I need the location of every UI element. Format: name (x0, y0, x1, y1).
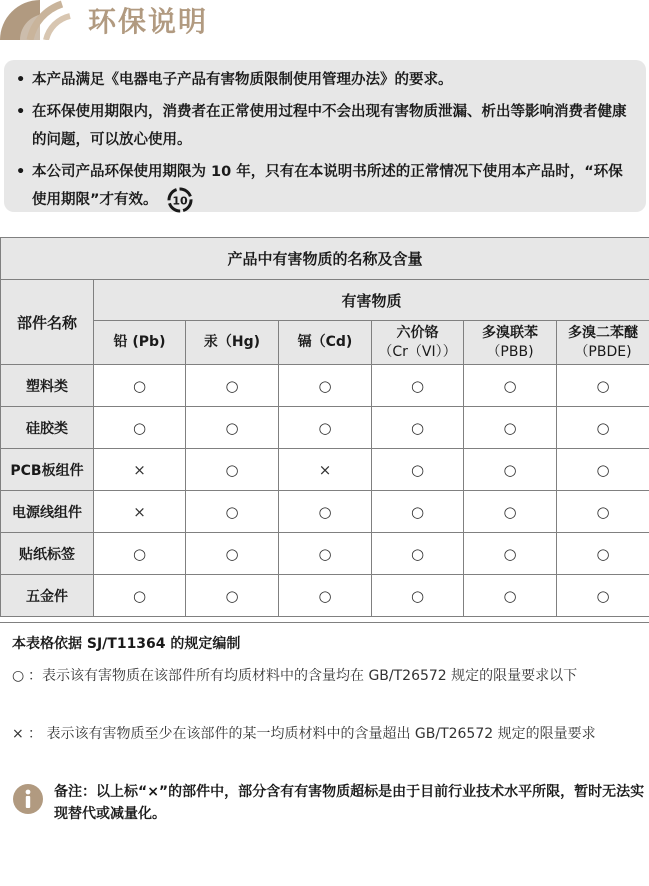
note-item (14, 158, 636, 214)
part-name-header: 部件名称 (1, 280, 94, 365)
substance-mark: ○ (557, 491, 649, 533)
notice-box (4, 60, 646, 212)
substance-mark: ○ (557, 407, 649, 449)
bullet-dot: • (16, 98, 25, 126)
substance-mark: ○ (557, 575, 649, 617)
substance-mark: ○ (279, 491, 372, 533)
part-name-cell: PCB板组件 (1, 449, 94, 491)
substance-mark: × (94, 491, 186, 533)
part-name-cell: 贴纸标签 (1, 533, 94, 575)
substance-mark: ○ (186, 533, 279, 575)
bullet-dot: • (16, 66, 25, 94)
column-header-pbde: 多溴二苯醚 （PBDE) (557, 321, 649, 365)
substance-mark: ○ (464, 407, 557, 449)
substance-mark: ○ (186, 491, 279, 533)
substance-mark: ○ (279, 407, 372, 449)
column-header-cr6: 六价铬 （Cr（VI）） (372, 321, 464, 365)
substance-mark: ○ (372, 575, 464, 617)
substance-mark: ○ (464, 575, 557, 617)
substance-mark: ○ (464, 533, 557, 575)
legend-text: ：表示该有害物质在该部件所有均质材料中的含量均在 GB/T26572 规定的限量要求以下 (28, 668, 577, 684)
legend-symbol: × (12, 723, 28, 745)
footnote-title: 本表格依据 SJ/T11364 的规定编制 (12, 633, 240, 653)
table-row (1, 407, 649, 449)
table-footnotes (0, 622, 649, 886)
hazardous-substances-table (0, 237, 649, 617)
substance-mark: ○ (557, 365, 649, 407)
part-name-cell: 塑料类 (1, 365, 94, 407)
remark-text: 备注：以上标“×”的部件中，部分含有有害物质超标是由于目前行业技术水平所限，暂时无法实现替代或减量化。 (54, 781, 649, 825)
page-title: 环保说明 (88, 2, 208, 42)
substance-mark: ○ (557, 449, 649, 491)
substance-mark: ○ (186, 575, 279, 617)
substance-mark: ○ (186, 449, 279, 491)
eco-period-badge-icon (167, 187, 193, 213)
substance-mark: ○ (372, 533, 464, 575)
table-row (1, 533, 649, 575)
substance-mark: ○ (372, 407, 464, 449)
substance-mark: ○ (464, 365, 557, 407)
note-text: 在环保使用期限内，消费者在正常使用过程中不会出现有害物质泄漏、析出等影响消费者健康的问题，可以放心使用。 (32, 104, 627, 148)
column-header-pbb: 多溴联苯 （PBB) (464, 321, 557, 365)
substance-mark: ○ (186, 407, 279, 449)
substance-mark: ○ (94, 365, 186, 407)
note-text: 本公司产品环保使用期限为 10 年，只有在本说明书所述的正常情况下使用本产品时，“环保使用期限”才有效。 (32, 164, 623, 208)
substance-mark: ○ (94, 533, 186, 575)
part-name-cell: 硅胶类 (1, 407, 94, 449)
substance-mark: ○ (372, 449, 464, 491)
table-row (1, 449, 649, 491)
substance-mark: ○ (372, 491, 464, 533)
column-header-pb: 铅 (Pb) (94, 321, 186, 365)
part-name-cell: 电源线组件 (1, 491, 94, 533)
substance-mark: × (279, 449, 372, 491)
legend-text: ： 表示该有害物质至少在该部件的某一均质材料中的含量超出 GB/T26572 规定的限量要求 (28, 726, 596, 742)
legend-symbol: ○ (12, 665, 28, 687)
substance-mark: ○ (279, 533, 372, 575)
bullet-dot: • (16, 158, 25, 186)
page-header (0, 0, 649, 48)
substance-mark: ○ (464, 491, 557, 533)
table-caption: 产品中有害物质的名称及含量 (1, 238, 649, 280)
sunrise-logo-icon (0, 0, 80, 40)
table-row (1, 575, 649, 617)
substance-mark: ○ (279, 365, 372, 407)
note-item (14, 98, 636, 154)
substance-mark: ○ (279, 575, 372, 617)
part-name-cell: 五金件 (1, 575, 94, 617)
note-text: 本产品满足《电器电子产品有害物质限制使用管理办法》的要求。 (32, 72, 453, 88)
substance-mark: ○ (464, 449, 557, 491)
substance-group-header: 有害物质 (94, 280, 649, 321)
table-row (1, 491, 649, 533)
badge-number: 10 (172, 195, 188, 208)
substance-mark: ○ (557, 533, 649, 575)
legend-circle (12, 665, 642, 687)
legend-cross (12, 723, 642, 745)
substance-mark: × (94, 449, 186, 491)
substance-mark: ○ (94, 575, 186, 617)
substance-mark: ○ (94, 407, 186, 449)
table-row (1, 365, 649, 407)
substance-mark: ○ (186, 365, 279, 407)
column-header-cd: 镉（Cd) (279, 321, 372, 365)
substance-mark: ○ (372, 365, 464, 407)
info-icon (12, 783, 44, 815)
column-header-hg: 汞（Hg) (186, 321, 279, 365)
note-item (14, 66, 636, 94)
